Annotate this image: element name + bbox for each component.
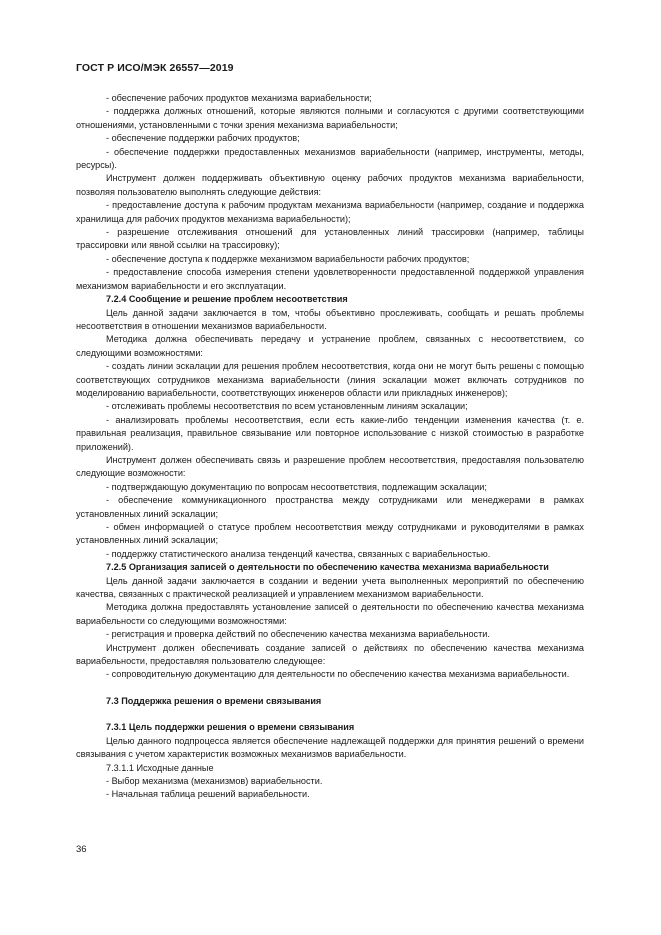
list-item: - предоставление доступа к рабочим продуктам механизма вариабельности (например, создание и поддержка хранилища для рабочих продуктов механизма вариабельности); — [76, 200, 584, 224]
list-item: - обеспечение поддержки предоставленных механизмов вариабельности (например, инструменты, методы, ресурсы). — [76, 146, 584, 171]
subsection-heading-7-3-1-1: 7.3.1.1 Исходные данные — [106, 762, 214, 773]
paragraph: Методика должна обеспечивать передачу и устранение проблем, связанных с несоответствием, со следующими возможностями: — [76, 334, 584, 358]
paragraph: Инструмент должен обеспечивать связь и разрешение проблем несоответствия, предоставляя пользователю следующие возможности: — [76, 454, 584, 479]
paragraph: Цель данной задачи заключается в том, чтобы объективно прослеживать, сообщать и решать проблемы несоответствия в отношении механизмов вариабельности. — [76, 307, 584, 331]
list-item: - разрешение отслеживания отношений для установленных линий трассировки (например, таблицы трассировки или явной ссылки на трассировку); — [76, 227, 584, 251]
paragraph: Инструмент должен поддерживать объективную оценку рабочих продуктов механизма вариабельности, позволяя пользователю выполнять следующие действия: — [76, 173, 584, 197]
list-item: - подтверждающую документацию по вопросам несоответствия, подлежащим эскалации; — [106, 481, 487, 492]
list-item: - обеспечение коммуникационного пространства между сотрудниками или менеджерами в рамках установленных линий эскалации; — [76, 495, 584, 519]
list-item: - анализировать проблемы несоответствия, если есть какие-либо тенденции изменения качества (т. е. правильная реализация, правильное связывание или повторное использование с низкой стоимостью в разработке приложений). — [76, 414, 584, 452]
paragraph: Цель данной задачи заключается в создании и ведении учета выполненных мероприятий по обеспечению качества, связанных с практической реализацией и управлением механизмом вариабельности. — [76, 575, 584, 600]
section-heading-7-3: 7.3 Поддержка решения о времени связывания — [106, 695, 322, 706]
paragraph: Инструмент должен обеспечивать создание записей о действиях по обеспечению качества механизма вариабельности, предоставляя пользователю следующее: — [76, 642, 584, 667]
paragraph: Методика должна предоставлять установление записей о деятельности по обеспечению качества механизма вариабельности со следующими возможностями: — [76, 602, 584, 626]
list-item: - обеспечение рабочих продуктов механизма вариабельности; — [106, 93, 372, 103]
list-item: - отслеживать проблемы несоответствия по всем установленным линиям эскалации; — [106, 401, 468, 412]
list-item: - предоставление способа измерения степени удовлетворенности предоставленной поддержкой управления механизмом вариабельности и его эксплуатации. — [76, 267, 584, 291]
list-item: - сопроводительную документацию для деятельности по обеспечению качества механизма вариабельности. — [106, 669, 570, 680]
list-item: - создать линии эскалации для решения проблем несоответствия, когда они не могут быть решены с помощью соответствующих сотрудников механизма вариабельности (линия эскалации может включать сотрудников по моделированию вариабельности, соответствующих инженеров области или прикладных инженеров); — [76, 361, 584, 398]
list-item: - поддержку статистического анализа тенденций качества, связанных с вариабельностью. — [106, 548, 491, 559]
section-heading-7-3-1: 7.3.1 Цель поддержки решения о времени связывания — [106, 722, 355, 733]
section-heading-7-2-5: 7.2.5 Организация записей о деятельности по обеспечению качества механизма вариабельности — [106, 562, 549, 573]
document-body — [76, 92, 584, 802]
list-item: - обеспечение доступа к поддержке механизмом вариабельности рабочих продуктов; — [106, 253, 470, 264]
list-item: - обеспечение поддержки рабочих продуктов; — [106, 133, 300, 144]
list-item: - регистрация и проверка действий по обеспечению качества механизма вариабельности. — [106, 629, 490, 640]
list-item: - обмен информацией о статусе проблем несоответствия между сотрудниками и руководителями в рамках установленных линий эскалации; — [76, 522, 584, 546]
paragraph: Целью данного подпроцесса является обеспечение надлежащей поддержки для принятия решений о времени связывания с учетом характеристик возможных механизмов вариабельности. — [76, 735, 584, 760]
page-number: 36 — [76, 844, 87, 855]
list-item: - Начальная таблица решений вариабельности. — [106, 789, 310, 800]
document-header: ГОСТ Р ИСО/МЭК 26557—2019 — [76, 62, 234, 74]
list-item: - Выбор механизма (механизмов) вариабельности. — [106, 775, 323, 786]
section-heading-7-2-4: 7.2.4 Сообщение и решение проблем несоответствия — [106, 294, 348, 305]
list-item: - поддержка должных отношений, которые являются полными и согласуются с другими соответствующими отношениями, установленными с точки зрения механизма вариабельности; — [76, 106, 584, 130]
